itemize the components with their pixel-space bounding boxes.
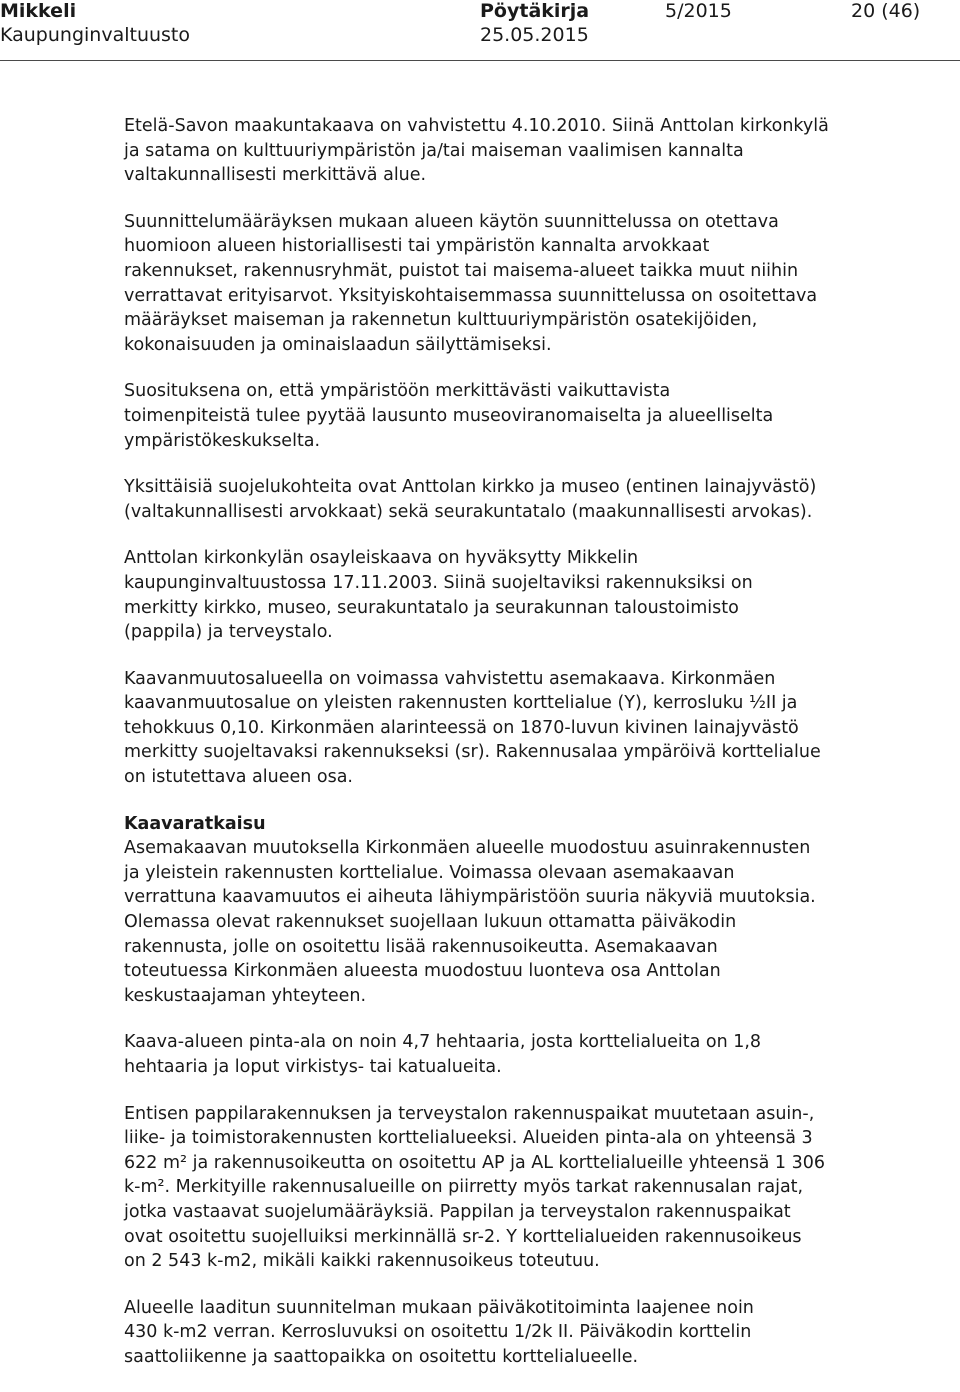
text-line: Kaava-alueen pinta-ala on noin 4,7 hehtaaria, josta korttelialueita on 1,8	[124, 1032, 762, 1053]
text-line: toteutuessa Kirkonmäen alueesta muodostuu luonteva osa Anttolan	[124, 961, 721, 982]
text-line: Anttolan kirkonkylän osayleiskaava on hyväksytty Mikkelin	[124, 548, 639, 569]
paragraph	[124, 667, 894, 790]
text-line: ja yleistein rakennusten korttelialue. Voimassa olevaan asemakaavan	[124, 862, 735, 883]
header-divider	[0, 60, 960, 61]
text-line: on 2 543 k-m2, mikäli kaikki rakennusoikeus toteutuu.	[124, 1251, 600, 1272]
text-line: määräykset maiseman ja rakennetun kulttuuriympäristön osatekijöiden,	[124, 310, 758, 331]
text-line: kaupunginvaltuustossa 17.11.2003. Siinä suojeltaviksi rakennuksiksi on	[124, 572, 753, 593]
text-line: huomioon alueen historiallisesti tai ympäristön kannalta arvokkaat	[124, 236, 710, 257]
paragraph	[124, 812, 894, 1009]
text-line: Etelä-Savon maakuntakaava on vahvistettu 4.10.2010. Siinä Anttolan kirkonkylä	[124, 116, 829, 136]
text-line: ovat osoitettu suojelluiksi merkinnällä sr-2. Y korttelialueiden rakennusoikeus	[124, 1226, 802, 1247]
text-line: (pappila) ja terveystalo.	[124, 622, 333, 643]
text-line: kokonaisuuden ja ominaislaadun säilyttämiseksi.	[124, 334, 552, 355]
text-line: 430 k-m2 verran. Kerrosluvuksi on osoitettu 1/2k II. Päiväkodin korttelin	[124, 1322, 752, 1343]
text-line: Asemakaavan muutoksella Kirkonmäen alueelle muodostuu asuinrakennusten	[124, 838, 811, 859]
header-page-number: 20 (46)	[851, 0, 921, 22]
text-line: tehokkuus 0,10. Kirkonmäen alarinteessä on 1870-luvun kivinen lainajyvästö	[124, 717, 799, 738]
text-line: k-m². Merkityille rakennusalueille on piirretty myös tarkat rakennusalan rajat,	[124, 1177, 804, 1198]
header-doc-number: 5/2015	[665, 0, 732, 22]
document-body	[124, 114, 894, 1392]
text-line: Suunnittelumääräyksen mukaan alueen käytön suunnittelussa on otettava	[124, 211, 779, 232]
text-line: Entisen pappilarakennuksen ja terveystalon rakennuspaikat muutetaan asuin-,	[124, 1103, 815, 1124]
text-line: Alueelle laaditun suunnitelman mukaan päiväkotitoiminta laajenee noin	[124, 1297, 754, 1318]
text-line: hehtaaria ja loput virkistys- tai katualueita.	[124, 1057, 502, 1077]
paragraph	[124, 1030, 894, 1079]
paragraph	[124, 1102, 894, 1274]
header-org: Mikkeli	[0, 0, 77, 22]
text-line: Olemassa olevat rakennukset suojellaan lukuun ottamatta päiväkodin	[124, 912, 737, 933]
text-line: merkitty kirkko, museo, seurakuntatalo ja seurakunnan taloustoimisto	[124, 597, 739, 618]
paragraph	[124, 1296, 894, 1370]
text-line: rakennukset, rakennusryhmät, puistot tai maisema-alueet taikka muut niihin	[124, 260, 799, 281]
text-line: Kaavanmuutosalueella on voimassa vahvistettu asemakaava. Kirkonmäen	[124, 668, 776, 689]
text-line: Yksittäisiä suojelukohteita ovat Anttolan kirkko ja museo (entinen lainajyvästö)	[124, 477, 817, 498]
text-line: verrattavat erityisarvot. Yksityiskohtaisemmassa suunnittelussa on osoitettava	[124, 285, 818, 306]
section-heading: Kaavaratkaisu	[124, 813, 266, 834]
text-line: rakennusta, jolle on osoitettu lisää rakennusoikeutta. Asemakaavan	[124, 936, 718, 957]
paragraph	[124, 114, 894, 188]
text-line: 622 m² ja rakennusoikeutta on osoitettu AP ja AL korttelialueille yhteensä 1 306	[124, 1152, 825, 1173]
text-line: verrattuna kaavamuutos ei aiheuta lähiympäristöön suuria näkyviä muutoksia.	[124, 887, 816, 908]
paragraph	[124, 379, 894, 453]
page-header	[0, 0, 960, 52]
paragraph	[124, 210, 894, 358]
header-body: Kaupunginvaltuusto	[0, 24, 191, 46]
text-line: kaavanmuutosalue on yleisten rakennusten korttelialue (Y), kerrosluku ½II ja	[124, 693, 798, 714]
text-line: saattoliikenne ja saattopaikka on osoitettu korttelialueelle.	[124, 1346, 639, 1367]
text-line: merkitty suojeltavaksi rakennukseksi (sr). Rakennusalaa ympäröivä korttelialue	[124, 742, 821, 763]
text-line: Suosituksena on, että ympäristöön merkittävästi vaikuttavista	[124, 381, 671, 402]
text-line: liike- ja toimistorakennusten korttelialueeksi. Alueiden pinta-ala on yhteensä 3	[124, 1128, 813, 1149]
text-line: valtakunnallisesti merkittävä alue.	[124, 165, 427, 186]
text-line: toimenpiteistä tulee pyytää lausunto museoviranomaiselta ja alueelliselta	[124, 405, 774, 426]
text-line: keskustaajaman yhteyteen.	[124, 985, 367, 1006]
text-line: jotka vastaavat suojelumääräyksiä. Pappilan ja terveystalon rakennuspaikat	[124, 1201, 791, 1222]
header-doc-type: Pöytäkirja	[480, 0, 590, 22]
text-line: on istutettava alueen osa.	[124, 767, 353, 788]
text-line: ja satama on kulttuuriympäristön ja/tai maiseman vaalimisen kannalta	[124, 140, 744, 161]
text-line: ympäristökeskukselta.	[124, 430, 321, 451]
paragraph	[124, 475, 894, 524]
header-date: 25.05.2015	[480, 24, 589, 46]
text-line: (valtakunnallisesti arvokkaat) sekä seurakuntatalo (maakunnallisesti arvokas).	[124, 501, 813, 522]
paragraph	[124, 546, 894, 644]
